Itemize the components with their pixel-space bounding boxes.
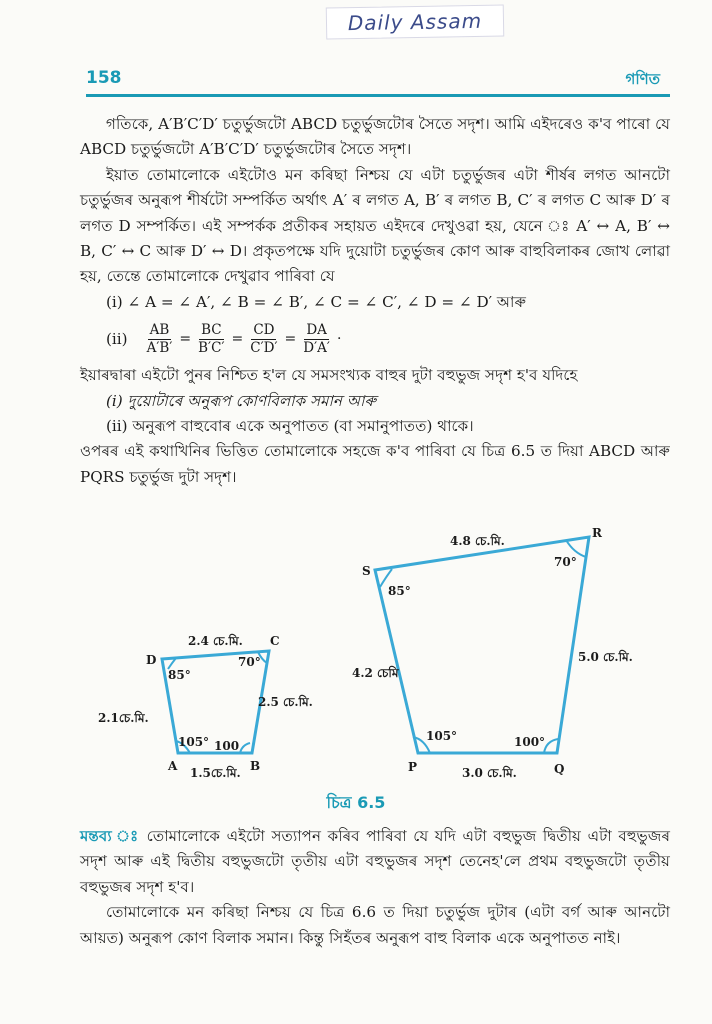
paragraph: তোমালোকে মন কৰিছা নিশ্চয় যে চিত্ৰ 6.6 ত দিয়া চতুৰ্ভুজ দুটাৰ (এটা বৰ্গ আৰু আনটো আয়ত) অনুৰূপ কোণ বিলাক সমান। কিন্তু সিহঁতৰ অনুৰূপ বাহু বিলাক একে অনুপাতত নাই। [80, 903, 670, 947]
denominator: A′B′ [146, 339, 173, 356]
side-label-ab: 1.5চে.মি. [190, 766, 241, 780]
ratio-equation [80, 315, 670, 363]
fraction [196, 322, 226, 357]
numerator: CD [253, 321, 275, 338]
quadrilateral-pqrs [375, 537, 589, 753]
remarks-section [80, 824, 670, 951]
figure-quadrilaterals [0, 515, 712, 815]
vertex-label-r: R [592, 526, 602, 540]
angle-label-b: 100 [214, 739, 240, 753]
angle-label-q: 100° [514, 735, 546, 749]
numerator: BC [201, 321, 222, 338]
main-text [80, 112, 670, 490]
item-label: (ii) [106, 329, 128, 348]
paragraph: ইয়াত তোমালোকে এইটোও মন কৰিছা নিশ্চয় যে এটা চতুৰ্ভুজৰ এটা শীৰ্ষৰ লগত আনটো চতুৰ্ভুজৰ অনুৰূপ শীৰ্ষটো সম্পৰ্কিত অৰ্থাৎ A′ ৰ লগত A, B′ ৰ লগত B, C′ ৰ লগত C আৰু D′ ৰ লগত D সম্পৰ্কিত। এই সম্পৰ্কক প্ৰতীকৰ সহায়ত এইদৰে দেখুওৱা হয়, যেনে ঃ A′ ↔ A, B′ ↔ B, C′ ↔ C আৰু D′ ↔ D। প্ৰকৃতপক্ষে যদি দুয়োটা চতুৰ্ভুজৰ কোণ আৰু বাহুবিলাকৰ জোখ লোৱা হয়, তেন্তে তোমালোকে দেখুৱাব পাৰিবা যে [80, 165, 670, 286]
side-label-pq: 3.0 চে.মি. [462, 766, 517, 780]
figure-caption: চিত্ৰ 6.5 [326, 793, 386, 812]
angle-label-r: 70° [554, 555, 577, 569]
chapter-title: গণিত [625, 70, 660, 88]
equals-sign: = [179, 330, 192, 347]
angle-label-d: 85° [168, 668, 191, 682]
paragraph: ইয়াৰদ্বাৰা এইটো পুনৰ নিশ্চিত হ'ল যে সমসংখ্যক বাহুৰ দুটা বহুভুজ সদৃশ হ'ব যদিহে [80, 366, 578, 385]
side-label-sr: 4.8 চে.মি. [450, 534, 505, 548]
angle-label-a: 105° [178, 735, 210, 749]
denominator: C′D′ [250, 339, 278, 356]
equals-sign: = [231, 330, 244, 347]
vertex-label-s: S [362, 564, 371, 578]
remark-label: মন্তব্য ঃ [80, 827, 141, 845]
condition-item: (ii) অনুৰূপ বাহুবোৰ একে অনুপাতত (বা সমানুপাতত) থাকে। [106, 417, 474, 436]
vertex-label-c: C [270, 634, 280, 648]
equals-sign: = [284, 330, 297, 347]
fraction [301, 322, 332, 357]
numerator: AB [149, 321, 170, 338]
denominator: D′A′ [303, 339, 330, 356]
fraction [145, 322, 175, 357]
side-label-cb: 2.5 চে.মি. [258, 695, 313, 709]
vertex-label-q: Q [554, 762, 565, 776]
remark-text: তোমালোকে এইটো সত্যাপন কৰিব পাৰিবা যে যদি এটা বহুভুজ দ্বিতীয় এটা বহুভুজৰ সদৃশ আৰু এই দ্বিতীয় বহুভুজটো তৃতীয় এটা বহুভুজৰ সদৃশ তেনেহ'লে প্ৰথম বহুভুজটো তৃতীয় বহুভুজৰ সদৃশ হ'ব। [80, 827, 671, 896]
angle-label-p: 105° [426, 729, 458, 743]
watermark-stamp: Daily Assam [326, 4, 505, 39]
header-rule [86, 94, 670, 97]
paragraph: গতিকে, A′B′C′D′ চতুৰ্ভুজটো ABCD চতুৰ্ভুজটোৰ সৈতে সদৃশ। আমি এইদৰেও ক'ব পাৰো যে ABCD চতুৰ্ভুজটো A′B′C′D′ চতুৰ্ভুজটোৰ সৈতে সদৃশ। [80, 115, 670, 159]
condition-item: (i) ∠ A = ∠ A′, ∠ B = ∠ B′, ∠ C = ∠ C′, ∠ D = ∠ D′ আৰু [106, 292, 527, 311]
paragraph: ওপৰৰ এই কথাখিনিৰ ভিত্তিত তোমালোকে সহজে ক'ব পাৰিবা যে চিত্ৰ 6.5 ত দিয়া ABCD আৰু PQRS চতুৰ্ভুজ দুটা সদৃশ। [80, 442, 670, 486]
fraction [248, 322, 279, 357]
side-label-dc: 2.4 চে.মি. [188, 634, 243, 648]
vertex-label-p: P [408, 760, 418, 774]
end-dot: · [337, 330, 342, 347]
side-label-sp: 4.2 চেমি [352, 666, 399, 680]
denominator: B′C′ [198, 339, 225, 356]
side-label-da: 2.1চে.মি. [98, 711, 149, 725]
side-label-rq: 5.0 চে.মি. [578, 650, 633, 664]
angle-label-s: 85° [388, 584, 411, 598]
remark-paragraph [80, 824, 670, 900]
angle-label-c: 70° [238, 655, 261, 669]
vertex-label-a: A [168, 759, 178, 773]
page-number: 158 [86, 68, 122, 88]
numerator: DA [306, 321, 327, 338]
vertex-label-d: D [146, 653, 157, 667]
vertex-label-b: B [250, 759, 261, 773]
condition-item: (i) দুয়োটাৰে অনুৰূপ কোণবিলাক সমান আৰু [106, 391, 376, 410]
